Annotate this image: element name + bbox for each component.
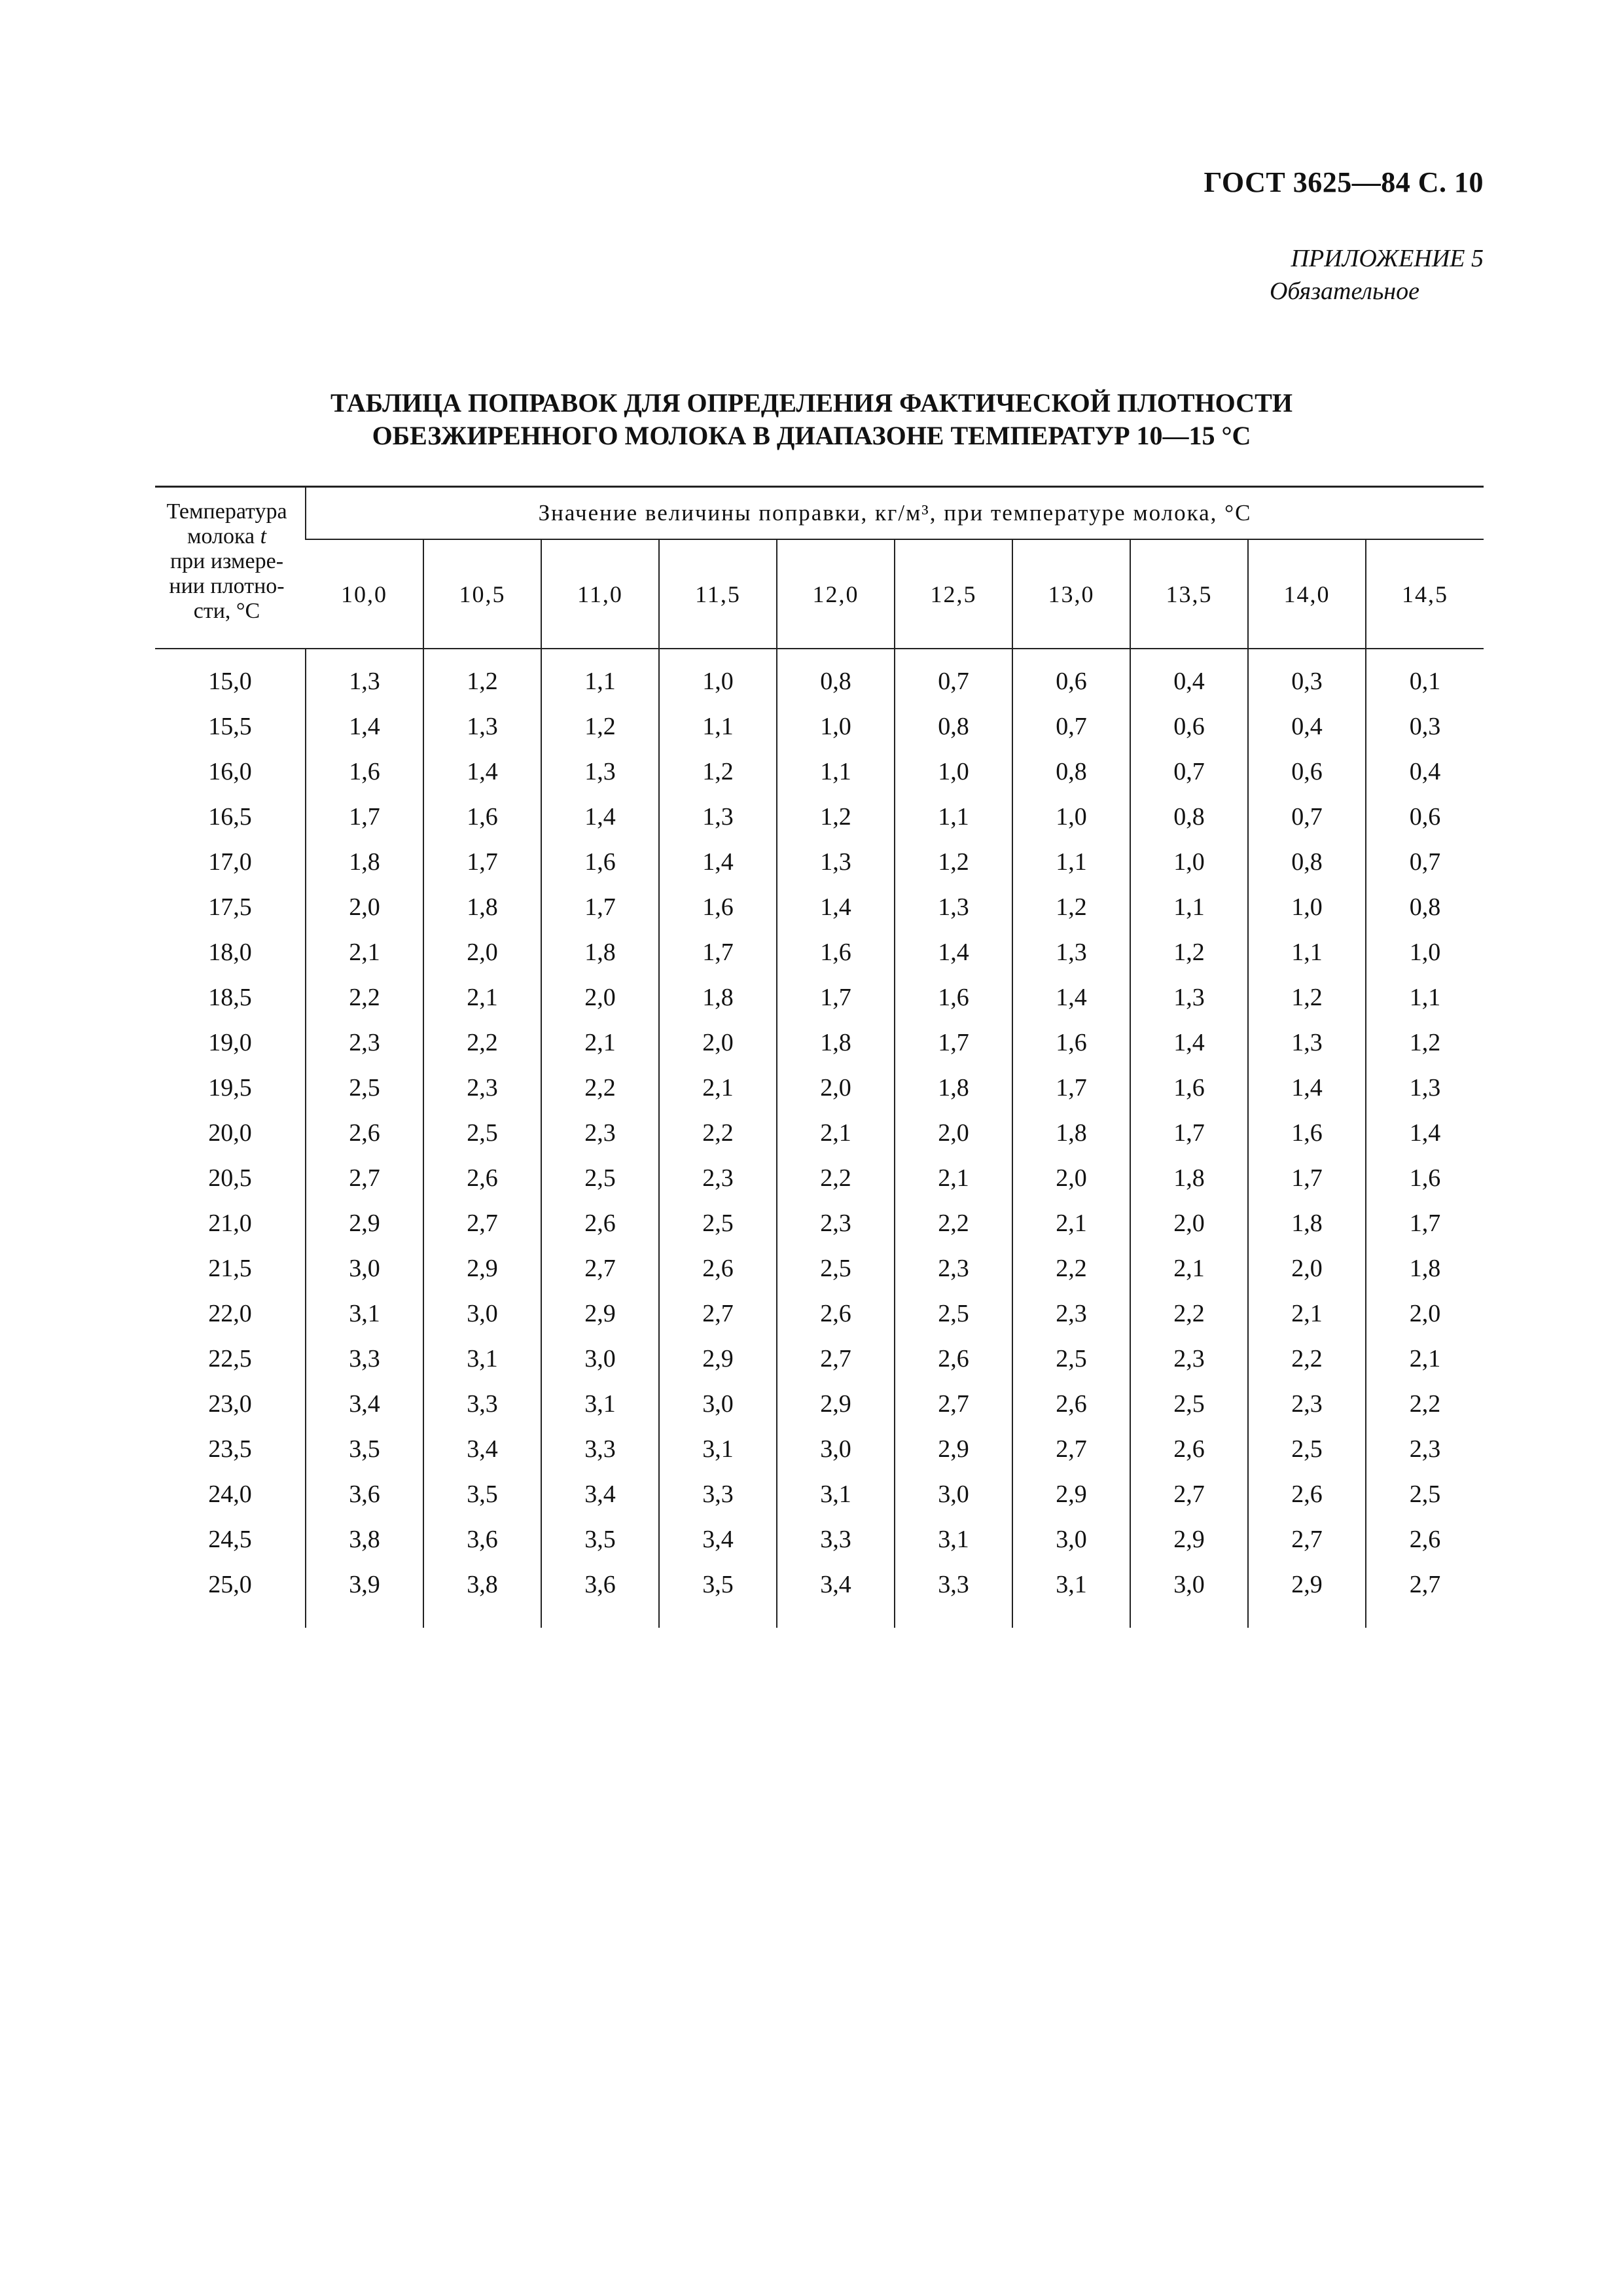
correction-value-cell: 1,1	[777, 749, 895, 794]
correction-value-cell: 1,0	[1130, 839, 1248, 884]
correction-value-cell: 2,5	[541, 1155, 659, 1200]
correction-value-cell: 3,4	[541, 1471, 659, 1516]
correction-value-cell: 1,3	[659, 794, 777, 839]
correction-value-cell: 1,0	[1248, 884, 1366, 929]
correction-value-cell: 1,7	[1248, 1155, 1366, 1200]
correction-value-cell: 0,8	[777, 649, 895, 704]
table-row	[155, 1336, 1484, 1381]
correction-value-cell: 1,6	[1366, 1155, 1484, 1200]
correction-value-cell: 1,4	[1248, 1065, 1366, 1110]
correction-value-cell: 1,6	[895, 975, 1012, 1020]
correction-value-cell: 2,6	[777, 1291, 895, 1336]
correction-value-cell: 2,0	[1130, 1200, 1248, 1246]
correction-value-cell: 2,6	[423, 1155, 541, 1200]
correction-value-cell: 1,8	[1248, 1200, 1366, 1246]
correction-value-cell: 2,2	[777, 1155, 895, 1200]
correction-value-cell: 2,3	[659, 1155, 777, 1200]
correction-value-cell: 2,3	[895, 1246, 1012, 1291]
correction-value-cell: 0,8	[1366, 884, 1484, 929]
table-row	[155, 1110, 1484, 1155]
correction-value-cell: 3,6	[541, 1562, 659, 1628]
table-row	[155, 794, 1484, 839]
correction-value-cell: 2,3	[423, 1065, 541, 1110]
correction-value-cell: 2,1	[777, 1110, 895, 1155]
correction-value-cell: 2,7	[1012, 1426, 1130, 1471]
correction-value-cell: 1,7	[1130, 1110, 1248, 1155]
correction-value-cell: 0,1	[1366, 649, 1484, 704]
correction-value-cell: 2,9	[895, 1426, 1012, 1471]
correction-value-cell: 1,2	[423, 649, 541, 704]
column-header: 14,0	[1248, 539, 1366, 649]
correction-value-cell: 3,1	[423, 1336, 541, 1381]
correction-value-cell: 3,1	[895, 1516, 1012, 1562]
table-row	[155, 1562, 1484, 1628]
correction-value-cell: 1,6	[1248, 1110, 1366, 1155]
correction-value-cell: 2,6	[1130, 1426, 1248, 1471]
correction-value-cell: 2,3	[1130, 1336, 1248, 1381]
correction-value-cell: 2,5	[423, 1110, 541, 1155]
table-row	[155, 1020, 1484, 1065]
correction-value-cell: 1,6	[423, 794, 541, 839]
correction-value-cell: 1,3	[1248, 1020, 1366, 1065]
column-header: 11,5	[659, 539, 777, 649]
table-row	[155, 1065, 1484, 1110]
correction-value-cell: 1,2	[777, 794, 895, 839]
correction-value-cell: 1,2	[1012, 884, 1130, 929]
column-header: 12,0	[777, 539, 895, 649]
correction-value-cell: 2,6	[1248, 1471, 1366, 1516]
correction-value-cell: 2,7	[659, 1291, 777, 1336]
column-header: 10,5	[423, 539, 541, 649]
correction-value-cell: 3,0	[1012, 1516, 1130, 1562]
correction-value-cell: 2,2	[895, 1200, 1012, 1246]
correction-value-cell: 0,7	[1248, 794, 1366, 839]
row-temperature-label: 22,5	[208, 1344, 252, 1372]
row-temperature-label: 15,0	[208, 667, 252, 695]
correction-value-cell: 1,4	[1366, 1110, 1484, 1155]
appendix-status: Обязательное	[1269, 278, 1419, 305]
correction-value-cell: 1,2	[1130, 929, 1248, 975]
correction-value-cell: 3,6	[423, 1516, 541, 1562]
correction-value-cell: 1,1	[1248, 929, 1366, 975]
correction-value-cell: 2,2	[1366, 1381, 1484, 1426]
correction-value-cell: 1,0	[777, 704, 895, 749]
row-temperature-label: 23,0	[208, 1390, 252, 1418]
correction-value-cell: 3,8	[423, 1562, 541, 1628]
correction-value-cell: 3,0	[1130, 1562, 1248, 1628]
correction-value-cell: 1,3	[895, 884, 1012, 929]
correction-value-cell: 2,3	[1366, 1426, 1484, 1471]
correction-value-cell: 3,5	[659, 1562, 777, 1628]
column-header-row	[155, 539, 1484, 649]
correction-value-cell: 2,2	[1130, 1291, 1248, 1336]
correction-value-cell: 1,4	[659, 839, 777, 884]
correction-value-cell: 2,6	[1012, 1381, 1130, 1426]
correction-value-cell: 2,0	[1366, 1291, 1484, 1336]
correction-value-cell: 1,0	[659, 649, 777, 704]
density-correction-table	[155, 486, 1484, 1628]
correction-value-cell: 1,0	[895, 749, 1012, 794]
correction-value-cell: 1,1	[895, 794, 1012, 839]
table-row	[155, 1516, 1484, 1562]
correction-value-cell: 3,1	[659, 1426, 777, 1471]
row-temperature-label: 17,0	[208, 848, 252, 876]
correction-value-cell: 2,9	[1012, 1471, 1130, 1516]
table-row	[155, 649, 1484, 704]
correction-value-cell: 1,7	[306, 794, 423, 839]
correction-value-cell: 1,0	[1012, 794, 1130, 839]
table-row	[155, 1155, 1484, 1200]
correction-value-cell: 0,8	[1248, 839, 1366, 884]
standard-page-code: ГОСТ 3625—84 С. 10	[1204, 166, 1484, 198]
correction-value-cell: 3,6	[306, 1471, 423, 1516]
row-temperature-label: 18,5	[208, 983, 252, 1011]
correction-value-cell: 2,5	[1366, 1471, 1484, 1516]
correction-value-cell: 1,2	[1366, 1020, 1484, 1065]
correction-value-cell: 2,9	[1248, 1562, 1366, 1628]
correction-value-cell: 1,6	[1012, 1020, 1130, 1065]
row-header-line: молока t	[187, 524, 267, 548]
correction-value-cell: 3,1	[306, 1291, 423, 1336]
correction-value-cell: 3,0	[306, 1246, 423, 1291]
correction-value-cell: 3,5	[541, 1516, 659, 1562]
correction-value-cell: 2,1	[659, 1065, 777, 1110]
correction-value-cell: 1,7	[423, 839, 541, 884]
correction-value-cell: 2,3	[1012, 1291, 1130, 1336]
correction-value-cell: 3,4	[777, 1562, 895, 1628]
correction-value-cell: 0,6	[1012, 649, 1130, 704]
row-header-line: сти, °С	[193, 599, 260, 623]
correction-value-cell: 1,6	[306, 749, 423, 794]
correction-value-cell: 1,6	[659, 884, 777, 929]
correction-value-cell: 2,2	[541, 1065, 659, 1110]
correction-value-cell: 1,6	[541, 839, 659, 884]
row-temperature-label: 19,0	[208, 1028, 252, 1056]
correction-value-cell: 0,6	[1248, 749, 1366, 794]
correction-value-cell: 1,3	[1366, 1065, 1484, 1110]
correction-value-cell: 1,7	[541, 884, 659, 929]
correction-value-cell: 2,7	[423, 1200, 541, 1246]
correction-value-cell: 0,7	[1130, 749, 1248, 794]
correction-value-cell: 0,7	[1012, 704, 1130, 749]
correction-value-cell: 2,6	[1366, 1516, 1484, 1562]
correction-value-cell: 2,3	[306, 1020, 423, 1065]
correction-value-cell: 1,4	[1130, 1020, 1248, 1065]
correction-value-cell: 1,0	[1366, 929, 1484, 975]
correction-value-cell: 2,0	[306, 884, 423, 929]
table-row	[155, 929, 1484, 975]
correction-value-cell: 3,0	[895, 1471, 1012, 1516]
row-temperature-label: 23,5	[208, 1435, 252, 1463]
row-temperature-label: 24,5	[208, 1525, 252, 1553]
correction-value-cell: 0,8	[1012, 749, 1130, 794]
row-temperature-label: 24,0	[208, 1480, 252, 1508]
correction-value-cell: 1,8	[306, 839, 423, 884]
correction-value-cell: 1,4	[895, 929, 1012, 975]
correction-value-cell: 2,6	[659, 1246, 777, 1291]
row-temperature-label: 16,5	[208, 802, 252, 831]
correction-value-cell: 2,6	[895, 1336, 1012, 1381]
correction-value-cell: 2,6	[306, 1110, 423, 1155]
correction-value-cell: 2,0	[895, 1110, 1012, 1155]
correction-value-cell: 1,3	[777, 839, 895, 884]
correction-value-cell: 2,2	[659, 1110, 777, 1155]
row-temperature-label: 19,5	[208, 1073, 252, 1102]
correction-value-cell: 1,3	[423, 704, 541, 749]
correction-value-cell: 2,7	[777, 1336, 895, 1381]
table-row	[155, 839, 1484, 884]
column-header: 13,5	[1130, 539, 1248, 649]
correction-value-cell: 2,2	[306, 975, 423, 1020]
appendix-block	[1270, 242, 1484, 308]
correction-value-cell: 2,5	[659, 1200, 777, 1246]
correction-value-cell: 1,2	[659, 749, 777, 794]
correction-value-cell: 3,3	[777, 1516, 895, 1562]
column-header: 11,0	[541, 539, 659, 649]
correction-value-cell: 2,3	[1248, 1381, 1366, 1426]
correction-value-cell: 3,5	[423, 1471, 541, 1516]
table-title-line-1: ТАБЛИЦА ПОПРАВОК ДЛЯ ОПРЕДЕЛЕНИЯ ФАКТИЧЕСКОЙ ПЛОТНОСТИ	[330, 388, 1293, 418]
correction-value-cell: 3,8	[306, 1516, 423, 1562]
correction-value-cell: 0,6	[1366, 794, 1484, 839]
correction-value-cell: 2,0	[777, 1065, 895, 1110]
correction-value-cell: 1,6	[777, 929, 895, 975]
correction-value-cell: 1,1	[541, 649, 659, 704]
row-header-line: при измере-	[169, 549, 284, 573]
correction-value-cell: 2,5	[1248, 1426, 1366, 1471]
correction-value-cell: 3,9	[306, 1562, 423, 1628]
correction-value-cell: 1,8	[1130, 1155, 1248, 1200]
correction-value-cell: 2,5	[895, 1291, 1012, 1336]
correction-value-cell: 1,7	[895, 1020, 1012, 1065]
correction-value-cell: 3,4	[423, 1426, 541, 1471]
correction-value-cell: 3,0	[541, 1336, 659, 1381]
correction-value-cell: 1,4	[306, 704, 423, 749]
table-row	[155, 749, 1484, 794]
correction-value-cell: 2,9	[777, 1381, 895, 1426]
row-header-line: нии плотно-	[169, 574, 285, 598]
table-row	[155, 1381, 1484, 1426]
correction-value-cell: 3,3	[659, 1471, 777, 1516]
correction-value-cell: 1,3	[541, 749, 659, 794]
table-row	[155, 1291, 1484, 1336]
correction-value-cell: 2,9	[306, 1200, 423, 1246]
table-row	[155, 1426, 1484, 1471]
row-temperature-label: 16,0	[208, 757, 252, 785]
correction-value-cell: 3,1	[777, 1471, 895, 1516]
correction-value-cell: 3,1	[1012, 1562, 1130, 1628]
row-temperature-label: 21,0	[208, 1209, 252, 1237]
column-header: 14,5	[1366, 539, 1484, 649]
correction-value-cell: 1,1	[1366, 975, 1484, 1020]
correction-value-cell: 1,1	[1012, 839, 1130, 884]
correction-value-cell: 1,3	[1012, 929, 1130, 975]
correction-value-cell: 1,2	[895, 839, 1012, 884]
correction-value-cell: 0,4	[1248, 704, 1366, 749]
correction-value-cell: 2,9	[1130, 1516, 1248, 1562]
row-temperature-label: 17,5	[208, 893, 252, 921]
correction-value-cell: 1,7	[1012, 1065, 1130, 1110]
correction-value-cell: 3,5	[306, 1426, 423, 1471]
correction-value-cell: 2,7	[306, 1155, 423, 1200]
correction-value-cell: 2,1	[1248, 1291, 1366, 1336]
row-temperature-label: 15,5	[208, 712, 252, 740]
correction-value-cell: 0,3	[1366, 704, 1484, 749]
correction-value-cell: 1,1	[659, 704, 777, 749]
table-row	[155, 1246, 1484, 1291]
correction-value-cell: 2,5	[306, 1065, 423, 1110]
correction-value-cell: 0,8	[1130, 794, 1248, 839]
correction-value-cell: 1,6	[1130, 1065, 1248, 1110]
table-title-line-2: ОБЕЗЖИРЕННОГО МОЛОКА В ДИАПАЗОНЕ ТЕМПЕРАТУР 10—15 °С	[372, 421, 1251, 450]
correction-value-cell: 2,7	[541, 1246, 659, 1291]
correction-value-cell: 2,9	[659, 1336, 777, 1381]
correction-value-cell: 2,5	[777, 1246, 895, 1291]
correction-value-cell: 1,4	[1012, 975, 1130, 1020]
correction-value-cell: 2,0	[541, 975, 659, 1020]
row-temperature-label: 22,0	[208, 1299, 252, 1327]
correction-value-cell: 0,7	[1366, 839, 1484, 884]
correction-value-cell: 1,8	[1366, 1246, 1484, 1291]
group-header: Значение величины поправки, кг/м³, при температуре молока, °С	[306, 487, 1484, 540]
correction-value-cell: 1,8	[659, 975, 777, 1020]
row-header	[155, 487, 306, 649]
correction-value-cell: 3,0	[659, 1381, 777, 1426]
correction-value-cell: 2,3	[541, 1110, 659, 1155]
correction-value-cell: 3,0	[777, 1426, 895, 1471]
correction-value-cell: 0,4	[1130, 649, 1248, 704]
correction-value-cell: 2,9	[423, 1246, 541, 1291]
correction-value-cell: 2,1	[895, 1155, 1012, 1200]
correction-value-cell: 1,8	[423, 884, 541, 929]
correction-value-cell: 2,1	[1130, 1246, 1248, 1291]
correction-value-cell: 2,0	[423, 929, 541, 975]
table-title	[0, 387, 1623, 452]
table-row	[155, 704, 1484, 749]
column-header: 10,0	[306, 539, 423, 649]
correction-value-cell: 0,7	[895, 649, 1012, 704]
correction-value-cell: 0,6	[1130, 704, 1248, 749]
correction-value-cell: 2,2	[1012, 1246, 1130, 1291]
correction-value-cell: 2,0	[1012, 1155, 1130, 1200]
correction-value-cell: 2,6	[541, 1200, 659, 1246]
appendix-label: ПРИЛОЖЕНИЕ 5	[1291, 245, 1484, 272]
correction-value-cell: 2,7	[1366, 1562, 1484, 1628]
correction-value-cell: 2,2	[1248, 1336, 1366, 1381]
row-temperature-label: 20,5	[208, 1164, 252, 1192]
correction-value-cell: 1,7	[1366, 1200, 1484, 1246]
correction-value-cell: 1,1	[1130, 884, 1248, 929]
correction-value-cell: 2,3	[777, 1200, 895, 1246]
correction-value-cell: 1,8	[541, 929, 659, 975]
correction-value-cell: 1,8	[777, 1020, 895, 1065]
correction-value-cell: 1,8	[895, 1065, 1012, 1110]
correction-value-cell: 1,2	[541, 704, 659, 749]
correction-value-cell: 2,5	[1012, 1336, 1130, 1381]
correction-value-cell: 3,3	[895, 1562, 1012, 1628]
correction-value-cell: 1,7	[659, 929, 777, 975]
table-row	[155, 975, 1484, 1020]
correction-value-cell: 2,1	[1012, 1200, 1130, 1246]
correction-value-cell: 1,3	[306, 649, 423, 704]
table-row	[155, 884, 1484, 929]
column-header: 13,0	[1012, 539, 1130, 649]
correction-value-cell: 2,7	[895, 1381, 1012, 1426]
correction-value-cell: 3,1	[541, 1381, 659, 1426]
correction-value-cell: 1,8	[1012, 1110, 1130, 1155]
correction-value-cell: 1,4	[541, 794, 659, 839]
row-temperature-label: 21,5	[208, 1254, 252, 1282]
correction-value-cell: 2,1	[1366, 1336, 1484, 1381]
correction-value-cell: 1,3	[1130, 975, 1248, 1020]
correction-value-cell: 3,4	[659, 1516, 777, 1562]
correction-value-cell: 2,0	[1248, 1246, 1366, 1291]
correction-value-cell: 2,1	[423, 975, 541, 1020]
correction-value-cell: 1,4	[777, 884, 895, 929]
row-temperature-label: 25,0	[208, 1570, 252, 1598]
correction-value-cell: 1,2	[1248, 975, 1366, 1020]
correction-value-cell: 3,3	[541, 1426, 659, 1471]
correction-value-cell: 0,4	[1366, 749, 1484, 794]
correction-value-cell: 3,3	[306, 1336, 423, 1381]
column-header: 12,5	[895, 539, 1012, 649]
table-row	[155, 1200, 1484, 1246]
correction-value-cell: 3,0	[423, 1291, 541, 1336]
table-body	[155, 649, 1484, 1628]
correction-value-cell: 2,7	[1130, 1471, 1248, 1516]
correction-value-cell: 2,0	[659, 1020, 777, 1065]
correction-value-cell: 2,9	[541, 1291, 659, 1336]
row-temperature-label: 20,0	[208, 1119, 252, 1147]
correction-value-cell: 0,3	[1248, 649, 1366, 704]
correction-value-cell: 2,5	[1130, 1381, 1248, 1426]
correction-value-cell: 3,3	[423, 1381, 541, 1426]
correction-value-cell: 3,4	[306, 1381, 423, 1426]
row-temperature-label: 18,0	[208, 938, 252, 966]
row-header-line: Температура	[166, 499, 287, 524]
correction-value-cell: 2,2	[423, 1020, 541, 1065]
correction-value-cell: 0,8	[895, 704, 1012, 749]
correction-value-cell: 2,1	[306, 929, 423, 975]
table-row	[155, 1471, 1484, 1516]
correction-value-cell: 2,1	[541, 1020, 659, 1065]
correction-value-cell: 1,4	[423, 749, 541, 794]
correction-value-cell: 1,7	[777, 975, 895, 1020]
correction-value-cell: 2,7	[1248, 1516, 1366, 1562]
